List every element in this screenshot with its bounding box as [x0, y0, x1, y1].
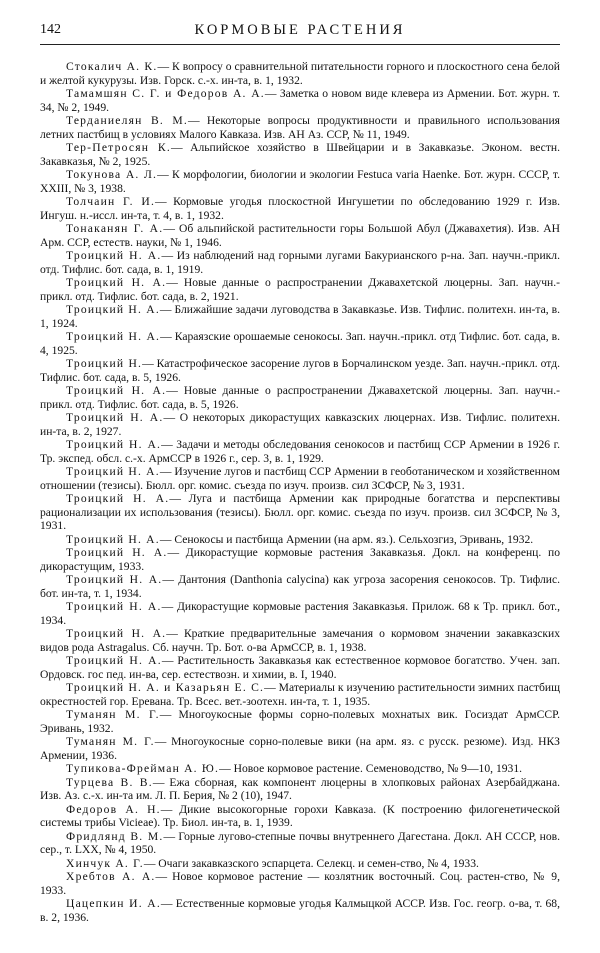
reference-author: Троицкий Н.	[66, 357, 143, 370]
reference-text: — Катастрофическое засорение лугов в Борчалинском уезде. Зап. научн.-прикл. отд. Тифлис. бот. сада, в. 5, 1926.	[40, 357, 560, 384]
reference-entry	[40, 533, 560, 547]
reference-entry	[40, 803, 560, 830]
reference-entry	[40, 546, 560, 573]
reference-author: Турцева В. В.	[66, 775, 153, 789]
reference-author: Терданиелян В. М.	[66, 114, 189, 127]
reference-entry	[40, 114, 560, 141]
reference-list	[40, 60, 560, 924]
reference-author: Троицкий Н. А.	[66, 465, 160, 478]
reference-author: Троицкий Н. А.	[66, 532, 160, 546]
reference-author: Троицкий Н. А.	[66, 546, 168, 559]
reference-text: — Естественные кормовые угодья Калмыцкой АССР. Изв. Гос. геогр. о-ва, т. 68, в. 2, 1936.	[40, 897, 560, 924]
reference-author: Троицкий Н. А.	[66, 627, 167, 640]
reference-text: — Некоторые вопросы продуктивности и правильного использования летних пастбищ в условиях Малого Кавказа. Изв. АН Аз. ССР, № 11, 1949.	[40, 114, 560, 141]
reference-entry	[40, 195, 560, 222]
reference-author: Троицкий Н. А.	[66, 303, 160, 316]
page-number: 142	[40, 22, 61, 37]
reference-text: — О некоторых дикорастущих кавказских люцернах. Изв. Тифлис. политехн. ин-та, в. 2, 1927.	[40, 411, 561, 438]
reference-entry	[40, 357, 560, 384]
reference-text: — Луга и пастбища Армении как природные богатства и перспективы рационализации их использования (тезисы). Бюлл. орг. комис. съезда по изуч. произв. сил ЗСФСР, № 3, 1931.	[40, 492, 560, 532]
reference-author: Хинчук А. Г.	[66, 856, 144, 870]
reference-text: — Новое кормовое растение. Семеноводство, № 9—10, 1931.	[219, 762, 523, 775]
reference-entry	[40, 168, 560, 195]
reference-entry	[40, 276, 560, 303]
reference-text: — Заметка о новом виде клевера из Армении. Бот. журн. т. 34, № 2, 1949.	[40, 87, 560, 114]
reference-entry	[40, 438, 560, 465]
reference-entry	[40, 681, 560, 708]
reference-entry	[40, 465, 560, 492]
reference-author: Токунова А. Л.	[66, 168, 158, 181]
reference-author: Троицкий Н. А.	[66, 276, 167, 289]
reference-author: Тонаканян Г. А.	[66, 222, 164, 235]
reference-author: Троицкий Н. А.	[66, 411, 164, 424]
reference-author: Толчаин Г. И.	[66, 195, 156, 208]
running-title: КОРМОВЫЕ РАСТЕНИЯ	[194, 22, 406, 38]
reference-entry	[40, 87, 560, 114]
reference-author: Троицкий Н. А.	[66, 492, 170, 505]
reference-entry	[40, 870, 560, 897]
reference-text: — Кормовые угодья плоскостной Ингушетии по обследованию 1929 г. Изв. Ингуш. н.-иссл. ин-та, т. 4, в. 1, 1932.	[40, 195, 560, 222]
reference-text: — К морфологии, биологии и экологии Festuca varia Haenke. Бот. журн. СССР, т. XXIII, № 3, 1938.	[40, 168, 560, 195]
reference-text: — Новые данные о распространении Джавахетской люцерны. Зап. научн.-прикл. отд. Тифлис. бот. сада, в. 5, 1926.	[40, 384, 561, 411]
reference-text: — Сенокосы и пастбища Армении (на арм. яз.). Сельхозгиз, Эривань, 1932.	[159, 532, 534, 546]
reference-text: — Дикорастущие кормовые растения Закавказья. Докл. на конференц. по дикорастущим, 1933.	[40, 546, 561, 573]
reference-entry	[40, 303, 560, 330]
reference-text: — Дикие высокогорные горохи Кавказа. (К построению филогенетической системы трибы Viciеае). Тр. Биол. ин-та, в. 1, 1939.	[40, 802, 560, 829]
reference-author: Туманян М. Г.	[66, 708, 160, 721]
reference-author: Тамамшян С. Г. и Федоров А. А.	[66, 87, 265, 100]
reference-entry	[40, 857, 560, 871]
reference-text: — Очаги закавказского эспарцета. Селекц. и семен-ство, № 4, 1933.	[143, 856, 479, 870]
reference-entry	[40, 776, 560, 803]
reference-author: Троицкий Н. А. и Казарьян Е. С.	[66, 681, 265, 694]
reference-author: Тер-Петросян К.	[66, 141, 171, 154]
reference-author: Цацепкин И. А.	[66, 897, 161, 910]
reference-text: — Из наблюдений над горными лугами Бакурианского р-на. Зап. научн.-прикл. отд. Тифлис. бот. сада, в. 1, 1919.	[40, 249, 560, 276]
page-header	[40, 22, 560, 44]
reference-entry	[40, 830, 560, 857]
reference-text: — Новые данные о распространении Джавахетской люцерны. Зап. научн.-прикл. отд. Тифлис. бот. сада, в. 2, 1921.	[40, 276, 561, 303]
reference-text: — Новое кормовое растение — козлятник восточный. Соц. растен-ство, № 9, 1933.	[40, 870, 560, 897]
reference-entry	[40, 573, 560, 600]
reference-text: — Изучение лугов и пастбищ ССР Армении в геоботаническом и хозяйственном отношении (тезисы). Бюлл. орг. комис. съезда по изуч. произв. сил ЗСФСР, № 3, 1931.	[40, 465, 560, 492]
reference-text: — К вопросу о сравнительной питательности горного и плоскостного сена белой и желтой кукурузы. Изв. Горск. с.-х. ин-та, в. 1, 1932.	[40, 60, 560, 87]
reference-author: Троицкий Н. А.	[66, 654, 162, 667]
reference-author: Троицкий Н. А.	[66, 330, 161, 343]
reference-text: — Многоукосные формы сорно-полевых мохнатых вик. Госиздат АрмССР. Эривань, 1932.	[40, 708, 560, 735]
reference-text: — Ближайшие задачи луговодства в Закавказье. Изв. Тифлис. политехн. ин-та, в. 1, 1924.	[40, 303, 560, 330]
reference-text: — Караязские орошаемые сенокосы. Зап. научн.-прикл. отд Тифлис. бот. сада, в. 4, 1925.	[40, 330, 561, 357]
reference-entry	[40, 330, 560, 357]
reference-entry	[40, 384, 560, 411]
reference-text: — Краткие предварительные замечания о кормовом значении закавказских видов рода Astragalus. Сб. научн. Тр. Бот. о-ва АрмССР, в. 1, 1938.	[40, 627, 560, 654]
reference-author: Стокалич А. К.	[66, 60, 158, 73]
reference-author: Троицкий Н. А.	[66, 600, 162, 613]
reference-entry	[40, 222, 560, 249]
reference-entry	[40, 492, 560, 533]
reference-author: Федоров А. Н.	[66, 802, 161, 816]
reference-entry	[40, 762, 560, 776]
reference-author: Фридлянд В. М.	[66, 829, 164, 843]
reference-entry	[40, 600, 560, 627]
reference-entry	[40, 411, 560, 438]
reference-author: Хребтов А. А.	[66, 870, 156, 883]
reference-author: Туманян М. Г.	[66, 735, 155, 748]
reference-text: — Ежа сборная, как компонент люцерны в хлопковых районах Азербайджана. Изв. Аз. с.-х. ин-та им. Л. П. Берия, № 2 (10), 1947.	[40, 775, 561, 802]
reference-text: — Задачи и методы обследования сенокосов и пастбищ ССР Армении в 1926 г. Тр. экспед. обсл. с.-х. АрмССР в 1926 г., сер. 3, в. 1, 1929.	[40, 438, 560, 465]
reference-text: — Об альпийской растительности горы Большой Абул (Джавахетия). Изв. АН Арм. ССР, естеств. науки, № 1, 1946.	[40, 222, 561, 249]
reference-author: Троицкий Н. А.	[66, 384, 167, 397]
reference-entry	[40, 708, 560, 735]
reference-text: — Горные лугово-степные почвы внутреннего Дагестана. Докл. АН СССР, нов. сер., т. LXX, № 4, 1950.	[40, 829, 561, 856]
reference-entry	[40, 897, 560, 924]
header-rule	[40, 44, 560, 45]
reference-author: Троицкий Н. А.	[66, 438, 162, 451]
reference-entry	[40, 249, 560, 276]
reference-entry	[40, 60, 560, 87]
reference-text: — Материалы к изучению растительности зимних пастбищ окрестностей гор. Еревана. Тр. Всес. вет.-зоотехн. ин-та, т. 1, 1935.	[40, 681, 560, 708]
reference-entry	[40, 627, 560, 654]
reference-author: Тупикова-Фрейман А. Ю.	[66, 762, 220, 775]
reference-text: — Дикорастущие кормовые растения Закавказья. Прилож. 68 к Тр. прикл. бот., 1934.	[40, 600, 560, 627]
reference-author: Троицкий Н. А.	[66, 573, 163, 586]
reference-text: — Дантония (Danthonia calycina) как угроза засорения сенокосов. Тр. Тифлис. бот. ин-та, т. 1, 1934.	[40, 573, 560, 600]
reference-text: — Многоукосные сорно-полевые вики (на арм. яз. с русск. резюме). Изд. НКЗ Армении, 1936.	[40, 735, 560, 762]
reference-text: — Растительность Закавказья как естественное кормовое богатство. Учен. зап. Ордовск. гос пед. ин-ва, сер. естествозн. и химии, в. I, 1940.	[40, 654, 561, 681]
reference-entry	[40, 654, 560, 681]
reference-entry	[40, 735, 560, 762]
reference-text: — Альпийское хозяйство в Швейцарии и в Закавказье. Эконом. вестн. Закавказья, № 2, 1925.	[40, 141, 560, 168]
reference-author: Троицкий Н. А.	[66, 249, 162, 262]
reference-entry	[40, 141, 560, 168]
